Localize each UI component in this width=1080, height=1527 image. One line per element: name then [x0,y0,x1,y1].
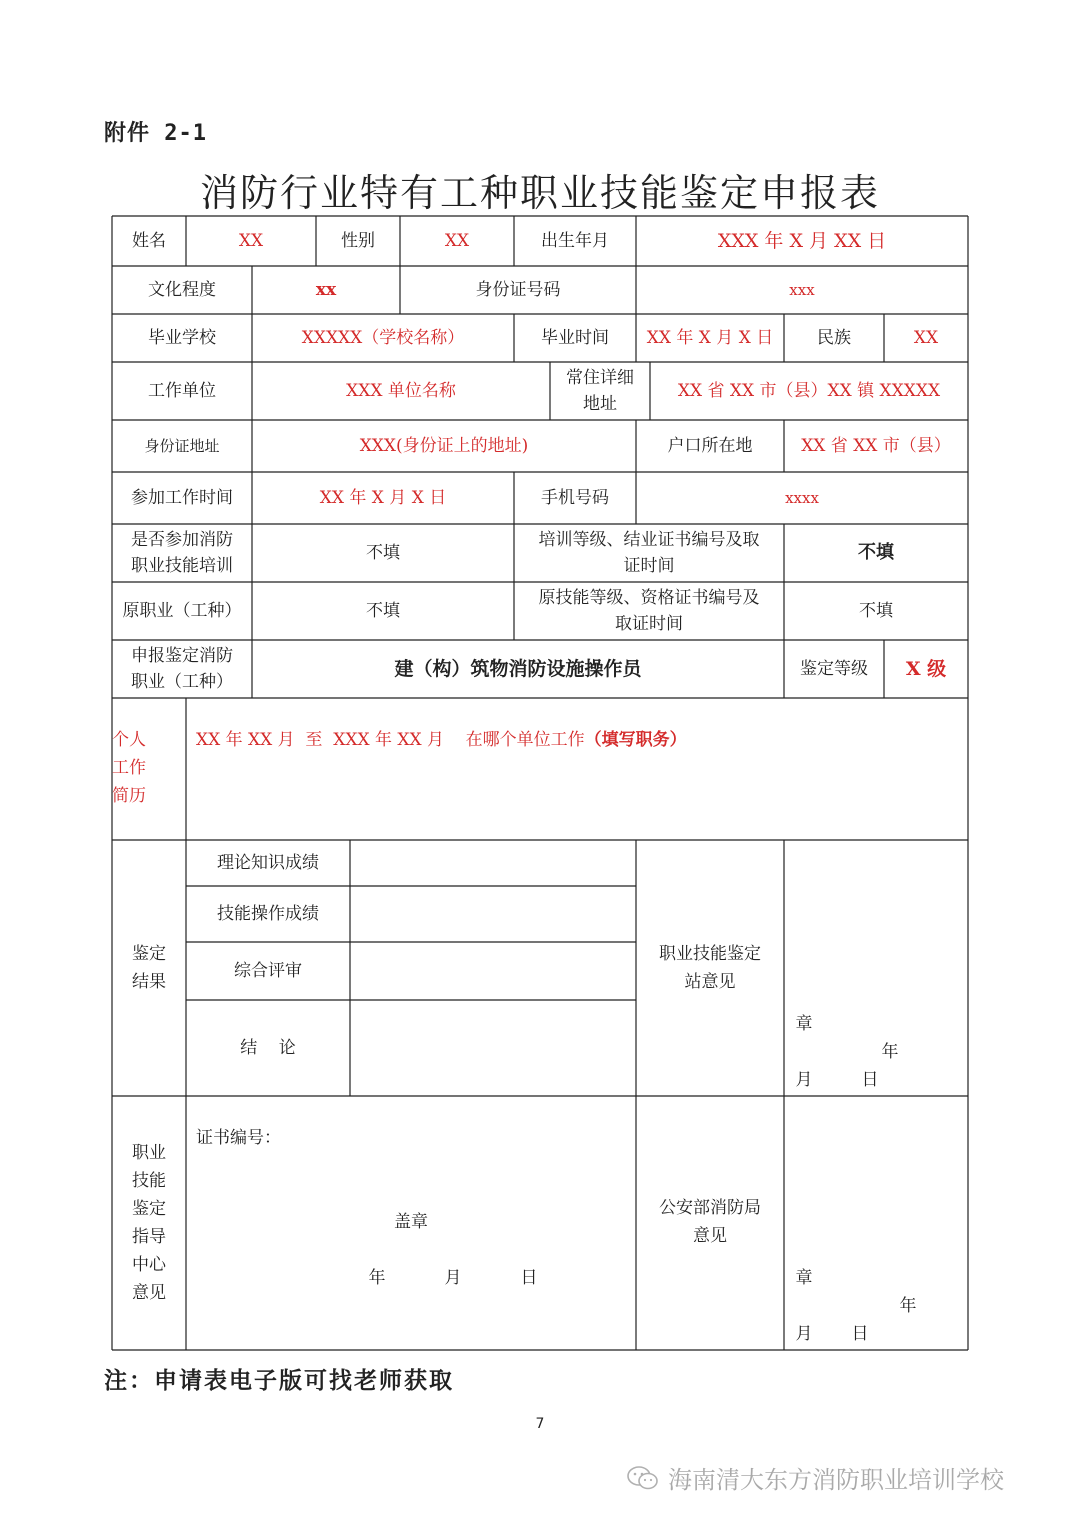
skill-score-label: 技能操作成绩 [217,904,319,924]
phone-label: 手机号码 [541,488,609,508]
attachment-label: 附件 2-1 [104,121,207,146]
review-label: 综合评审 [234,961,302,981]
resume-label-line1: 个人 [112,730,146,750]
employer-value[interactable]: XXX 单位名称 [346,381,456,401]
resume-label [112,726,186,826]
certificate-number-label: 证书编号： [196,1128,281,1148]
id-address-value[interactable]: XXX(身份证上的地址) [359,436,529,456]
graduation-value[interactable]: XX 年 X 月 X 日 [646,328,774,348]
grade-label: 鉴定等级 [800,659,868,679]
bureau-year-label: 年 [899,1296,917,1316]
education-value[interactable]: xx [315,280,337,300]
resume-text[interactable] [196,726,956,754]
address-label-line2: 地址 [583,394,617,414]
center-label-line1: 职业 [132,1143,166,1163]
education-label: 文化程度 [148,280,216,300]
hukou-value[interactable]: XX 省 XX 市（县） [801,436,951,456]
school-value[interactable]: XXXXX（学校名称） [301,328,465,348]
center-opinion-label [112,1096,186,1350]
resume-label-line2: 工作 [112,758,146,778]
address-value[interactable]: XX 省 XX 市（县）XX 镇 XXXXX [677,381,941,401]
result-label-line2: 结果 [132,972,166,992]
bureau-day-label: 日 [851,1324,869,1344]
conclusion-value[interactable] [350,1000,636,1096]
center-label-line4: 指导 [132,1227,166,1247]
stamp-label: 盖章 [394,1212,428,1232]
bureau-opinion-line1: 公安部消防局 [659,1198,761,1218]
apply-job-label-line2: 职业（工种） [131,672,233,692]
center-label-line5: 中心 [132,1255,166,1275]
address-label-line1: 常住详细 [566,368,634,388]
center-month-label: 月 [444,1268,462,1288]
bureau-opinion-line2: 意见 [693,1226,727,1246]
work-start-value[interactable]: XX 年 X 月 X 日 [319,488,447,508]
result-label-line1: 鉴定 [132,944,166,964]
id-address-label: 身份证地址 [144,437,220,455]
original-level-label-line2: 取证时间 [615,614,683,634]
training-level-label [514,524,784,582]
school-label: 毕业学校 [148,328,216,348]
station-day-label: 日 [861,1070,879,1090]
footnote: 注：申请表电子版可找老师获取 [104,1367,454,1394]
watermark-text: 海南清大东方消防职业培训学校 [668,1466,1004,1494]
center-label-line3: 鉴定 [132,1199,166,1219]
training-level-label-line2: 证时间 [623,556,675,576]
employer-label: 工作单位 [148,381,216,401]
review-value[interactable] [350,942,636,1000]
birth-value[interactable]: XXX 年 X 月 XX 日 [717,230,887,252]
result-label [112,840,186,1096]
theory-score-value[interactable] [350,840,636,886]
training-label-line2: 职业技能培训 [131,556,233,576]
original-job-label: 原职业（工种） [122,601,242,621]
center-label-line6: 意见 [132,1283,166,1303]
theory-score-label: 理论知识成绩 [217,853,319,873]
name-label: 姓名 [132,231,166,251]
gender-label: 性别 [341,231,375,251]
work-start-label: 参加工作时间 [131,488,233,508]
apply-job-label-line1: 申报鉴定消防 [131,646,233,666]
station-opinion-line2: 站意见 [684,972,736,992]
conclusion-label: 结 论 [240,1038,296,1058]
resume-text-duty: （填写职务） [584,730,687,750]
training-level-value[interactable]: 不填 [858,542,894,563]
center-year-label: 年 [368,1268,386,1288]
bureau-seal-label: 章 [795,1268,813,1288]
address-label [550,362,650,420]
form-title: 消防行业特有工种职业技能鉴定申报表 [199,171,880,215]
ethnic-label: 民族 [817,328,851,348]
training-label-line1: 是否参加消防 [131,530,233,550]
phone-value[interactable]: xxxx [785,489,819,507]
ethnic-value[interactable]: XX [913,328,939,348]
station-year-label: 年 [881,1042,899,1062]
training-value[interactable]: 不填 [366,543,400,563]
birth-label: 出生年月 [541,231,609,251]
apply-job-label [112,640,252,698]
training-level-label-line1: 培训等级、结业证书编号及取 [538,530,760,550]
training-label [112,524,252,582]
skill-score-value[interactable] [350,886,636,942]
wechat-icon [626,1465,660,1491]
original-level-value[interactable]: 不填 [859,601,893,621]
grade-value[interactable]: X 级 [905,658,947,680]
original-level-label [514,582,784,640]
name-value[interactable]: XX [238,231,264,251]
bureau-opinion-label [636,1194,784,1250]
original-job-value[interactable]: 不填 [366,601,400,621]
center-label-line2: 技能 [132,1171,166,1191]
station-month-label: 月 [795,1070,813,1090]
station-opinion-label [636,840,784,1096]
station-opinion-line1: 职业技能鉴定 [659,944,761,964]
graduation-label: 毕业时间 [541,328,609,348]
station-seal-label: 章 [795,1014,813,1034]
resume-text-main: XX 年 XX 月 至 XXX 年 XX 月 在哪个单位工作 [196,730,585,750]
watermark [626,1460,1004,1495]
apply-job-value[interactable]: 建（构）筑物消防设施操作员 [394,658,642,680]
hukou-label: 户口所在地 [667,436,753,456]
id-number-label: 身份证号码 [475,280,561,300]
original-level-label-line1: 原技能等级、资格证书编号及 [538,588,760,608]
center-day-label: 日 [520,1268,538,1288]
gender-value[interactable]: XX [444,231,470,251]
id-number-value[interactable]: xxx [789,281,815,299]
bureau-month-label: 月 [795,1324,813,1344]
resume-label-line3: 简历 [112,786,146,806]
page-number: 7 [535,1416,545,1432]
